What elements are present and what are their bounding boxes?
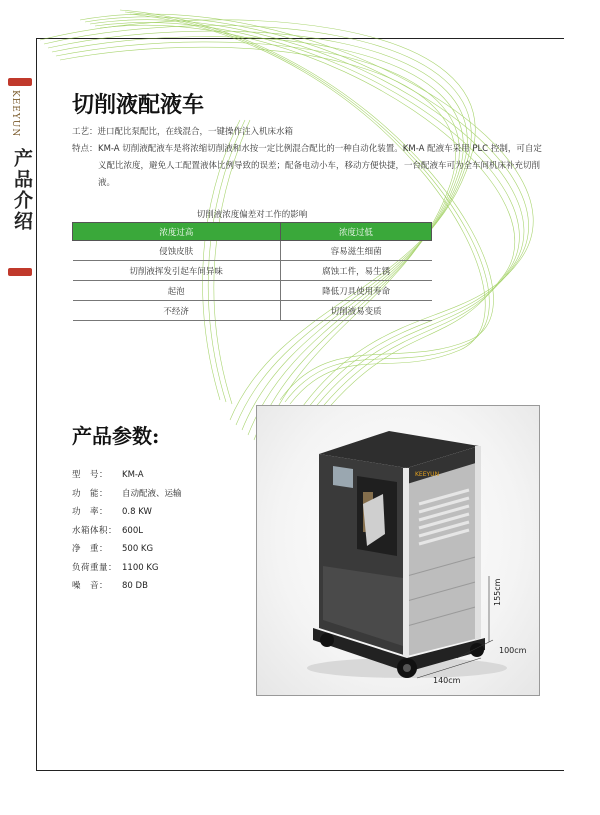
dimension-depth: 140cm [433,676,461,685]
process-line: 工艺：进口配比泵配比，在线混合，一键操作注入机床水箱 [72,127,294,137]
table-header-low: 浓度过低 [280,223,431,241]
param-noise [72,577,182,596]
cart-brand-label: KEEYUN [415,471,440,478]
side-tab-brand: KEEYUN [10,90,20,138]
param-model [72,466,182,485]
table-cell: 切削液易变质 [280,301,431,321]
param-key: 型 号： [72,470,109,480]
table-caption: 切削液浓度偏差对工作的影响 [196,210,308,220]
param-power [72,503,182,522]
params-title: 产品参数: [72,424,160,448]
table-row [73,261,432,281]
param-value: 1100 KG [122,562,159,573]
param-key: 负荷重量： [72,562,118,573]
param-value: 自动配液、运输 [122,488,182,499]
feature-text: KM-A 切削液配液车是将浓缩切削液和水按一定比例混合配比的一种自动化装置。KM-A 配液车采用 PLC 控制，可自定义配比浓度，避免人工配置液体比例导致的误差；配备电动小车，移动方便快捷，一台配液车可为全车间机床补充切削液。 [98,144,542,188]
product-photo [256,405,540,696]
param-key: 水箱体积： [72,525,118,536]
table-cell: 容易滋生细菌 [280,241,431,261]
param-tank-volume [72,522,182,541]
param-key: 噪 音： [72,581,109,591]
side-tab-bottom-bar [8,268,32,276]
dimension-width: 100cm [499,646,527,655]
param-net-weight [72,540,182,559]
side-tab [4,78,34,278]
param-key: 功 能： [72,488,109,499]
feature-label: 特点： [72,144,98,154]
page-title: 切削液配液车 [72,92,205,118]
param-function [72,485,182,504]
param-key: 净 重： [72,544,109,554]
param-value: 500 KG [122,544,154,554]
param-value: 80 DB [122,581,148,591]
table-row [73,301,432,321]
side-tab-top-bar [8,78,32,86]
table-header-high: 浓度过高 [73,223,281,241]
table-cell: 切削液挥发引起车间异味 [73,261,281,281]
table-header-row [73,223,432,241]
table-row [73,281,432,301]
table-cell: 腐蚀工件，易生锈 [280,261,431,281]
param-value: 0.8 KW [122,507,152,517]
table-cell: 起泡 [73,281,281,301]
table-row [73,241,432,261]
param-value: 600L [122,525,143,536]
table-cell: 侵蚀皮肤 [73,241,281,261]
param-value: KM-A [122,470,144,480]
concentration-effect-table [72,222,432,321]
feature-paragraph [72,141,542,192]
table-cell: 不经济 [73,301,281,321]
dimension-height: 155cm [493,578,502,606]
param-key: 功 率： [72,507,109,517]
param-load-weight [72,559,182,578]
table-cell: 降低刀具使用寿命 [280,281,431,301]
params-list [72,466,182,596]
side-tab-section-title: 产品介绍 [11,148,33,232]
